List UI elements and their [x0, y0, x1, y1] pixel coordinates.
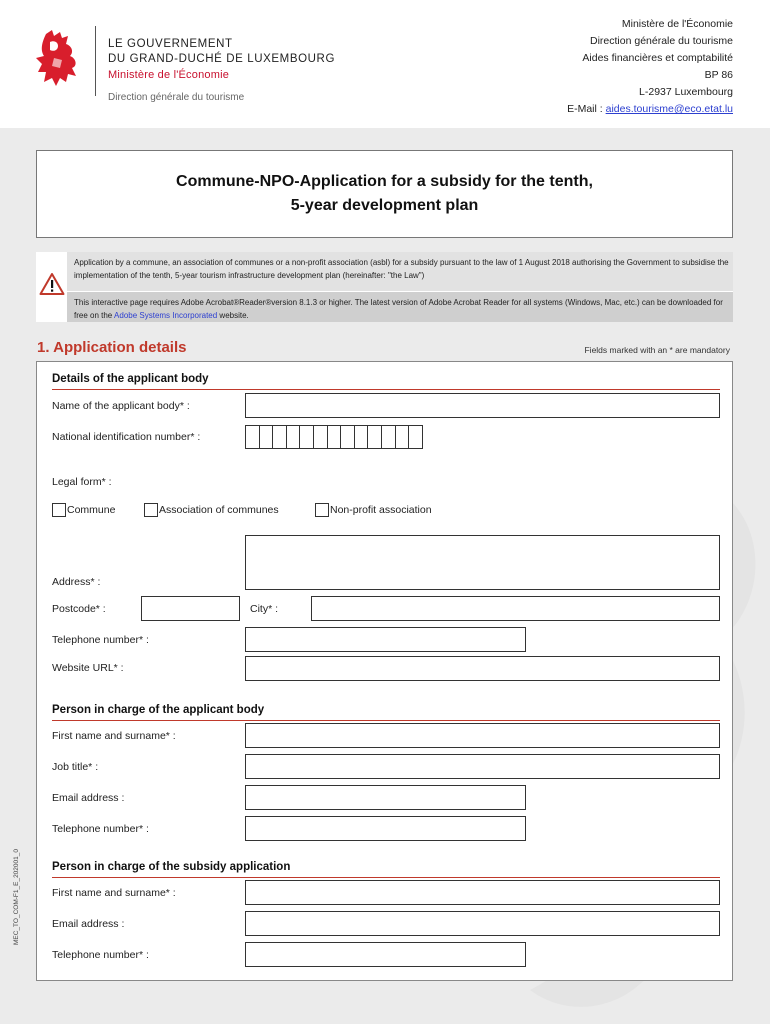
section-title: 1. Application details: [37, 339, 187, 356]
email-label: E-Mail :: [567, 103, 606, 115]
form-title-box: [36, 150, 733, 238]
legal-form-label: Legal form* :: [52, 476, 112, 488]
website-input[interactable]: [245, 656, 720, 681]
national-id-cell[interactable]: [327, 425, 342, 449]
applicant-heading-rule: [52, 389, 720, 390]
non-profit-label: Non-profit association: [330, 504, 432, 516]
mandatory-note: Fields marked with an * are mandatory: [584, 345, 730, 355]
pic-job-input[interactable]: [245, 754, 720, 779]
option-association-of-communes[interactable]: [144, 503, 279, 517]
page-header: [0, 0, 770, 128]
commune-label: Commune: [67, 504, 116, 516]
city-input[interactable]: [311, 596, 720, 621]
notice-box: [36, 252, 733, 322]
form-title-line1: Commune-NPO-Application for a subsidy for the tenth,: [176, 173, 593, 190]
option-non-profit[interactable]: [315, 503, 432, 517]
pic-telephone-input[interactable]: [245, 816, 526, 841]
non-profit-checkbox[interactable]: [315, 503, 329, 517]
national-id-cell[interactable]: [286, 425, 301, 449]
address-line5: L-2937 Luxembourg: [639, 86, 733, 98]
ministry-name: Ministère de l'Économie: [108, 69, 230, 81]
warning-area: [36, 252, 67, 322]
national-id-cell[interactable]: [395, 425, 410, 449]
applicant-name-label: Name of the applicant body* :: [52, 400, 190, 412]
subsidy-contact-rule: [52, 877, 720, 878]
commune-checkbox[interactable]: [52, 503, 66, 517]
sc-name-label: First name and surname* :: [52, 887, 176, 899]
red-lion-icon: [32, 28, 82, 90]
address-label: Address* :: [52, 576, 101, 588]
address-line4: BP 86: [704, 69, 733, 81]
email-line: [567, 101, 733, 118]
postcode-input[interactable]: [141, 596, 240, 621]
notice-reader-text-panel: [67, 292, 733, 322]
pic-name-input[interactable]: [245, 723, 720, 748]
contact-address: [567, 16, 733, 118]
address-line1: Ministère de l'Économie: [621, 18, 733, 30]
option-commune[interactable]: [52, 503, 115, 517]
national-id-input[interactable]: [245, 425, 422, 449]
applicant-name-input[interactable]: [245, 393, 720, 418]
adobe-link[interactable]: Adobe Systems Incorporated: [114, 310, 218, 320]
notice-law-text: Application by a commune, an association of communes or a non-profit association (asbl) for a subsidy pursuant to the law of 1 August 2018 authorising the Government to subsidise the implementation of the tenth, 5-year tourism infrastructure development plan (hereinafter: "the Law"): [74, 258, 729, 280]
national-id-cell[interactable]: [381, 425, 396, 449]
sc-telephone-input[interactable]: [245, 942, 526, 967]
pic-job-label: Job title* :: [52, 761, 99, 773]
national-id-cell[interactable]: [313, 425, 328, 449]
telephone-label: Telephone number* :: [52, 634, 149, 646]
national-id-cell[interactable]: [272, 425, 287, 449]
application-form: [36, 361, 733, 981]
subsidy-contact-heading: Person in charge of the subsidy application: [52, 861, 291, 873]
person-in-charge-rule: [52, 720, 720, 721]
government-title-line1: LE GOUVERNEMENT: [108, 38, 233, 50]
pic-name-label: First name and surname* :: [52, 730, 176, 742]
department-name: Direction générale du tourisme: [108, 92, 245, 103]
applicant-heading: Details of the applicant body: [52, 373, 209, 385]
postcode-label: Postcode* :: [52, 603, 106, 615]
national-id-cell[interactable]: [245, 425, 260, 449]
notice-reader-text-after: website.: [217, 310, 249, 320]
city-label: City* :: [250, 603, 279, 615]
sc-name-input[interactable]: [245, 880, 720, 905]
sc-email-label: Email address :: [52, 918, 125, 930]
logo-divider: [95, 26, 96, 96]
pic-email-input[interactable]: [245, 785, 526, 810]
email-link[interactable]: aides.tourisme@eco.etat.lu: [605, 103, 733, 115]
national-id-cell[interactable]: [354, 425, 369, 449]
form-code: MEC_TO_COM-F1_E_202001_0: [13, 849, 20, 945]
national-id-cell[interactable]: [340, 425, 355, 449]
person-in-charge-heading: Person in charge of the applicant body: [52, 704, 265, 716]
association-label: Association of communes: [159, 504, 279, 516]
form-title-line2: 5-year development plan: [290, 197, 479, 214]
national-id-cell[interactable]: [299, 425, 314, 449]
pic-telephone-label: Telephone number* :: [52, 823, 149, 835]
website-label: Website URL* :: [52, 662, 124, 674]
association-checkbox[interactable]: [144, 503, 158, 517]
national-id-label: National identification number* :: [52, 431, 201, 443]
sc-email-input[interactable]: [245, 911, 720, 936]
notice-reader-text-before: This interactive page requires Adobe Acrobat®Reader®version 8.1.3 or higher. The latest version of Adobe Acrobat Reader for all systems (Windows, Mac, etc.) can be downloaded for free on the: [74, 298, 723, 320]
address-line2: Direction générale du tourisme: [590, 35, 733, 47]
notice-reader-text: [74, 297, 729, 322]
notice-law-text-panel: [67, 252, 733, 292]
national-id-cell[interactable]: [367, 425, 382, 449]
pic-email-label: Email address :: [52, 792, 125, 804]
sc-telephone-label: Telephone number* :: [52, 949, 149, 961]
warning-triangle-icon: [39, 272, 65, 296]
address-line3: Aides financières et comptabilité: [582, 52, 733, 64]
telephone-input[interactable]: [245, 627, 526, 652]
national-id-cell[interactable]: [259, 425, 274, 449]
government-title-line2: DU GRAND-DUCHÉ DE LUXEMBOURG: [108, 53, 336, 65]
address-input[interactable]: [245, 535, 720, 590]
national-id-cell[interactable]: [408, 425, 423, 449]
